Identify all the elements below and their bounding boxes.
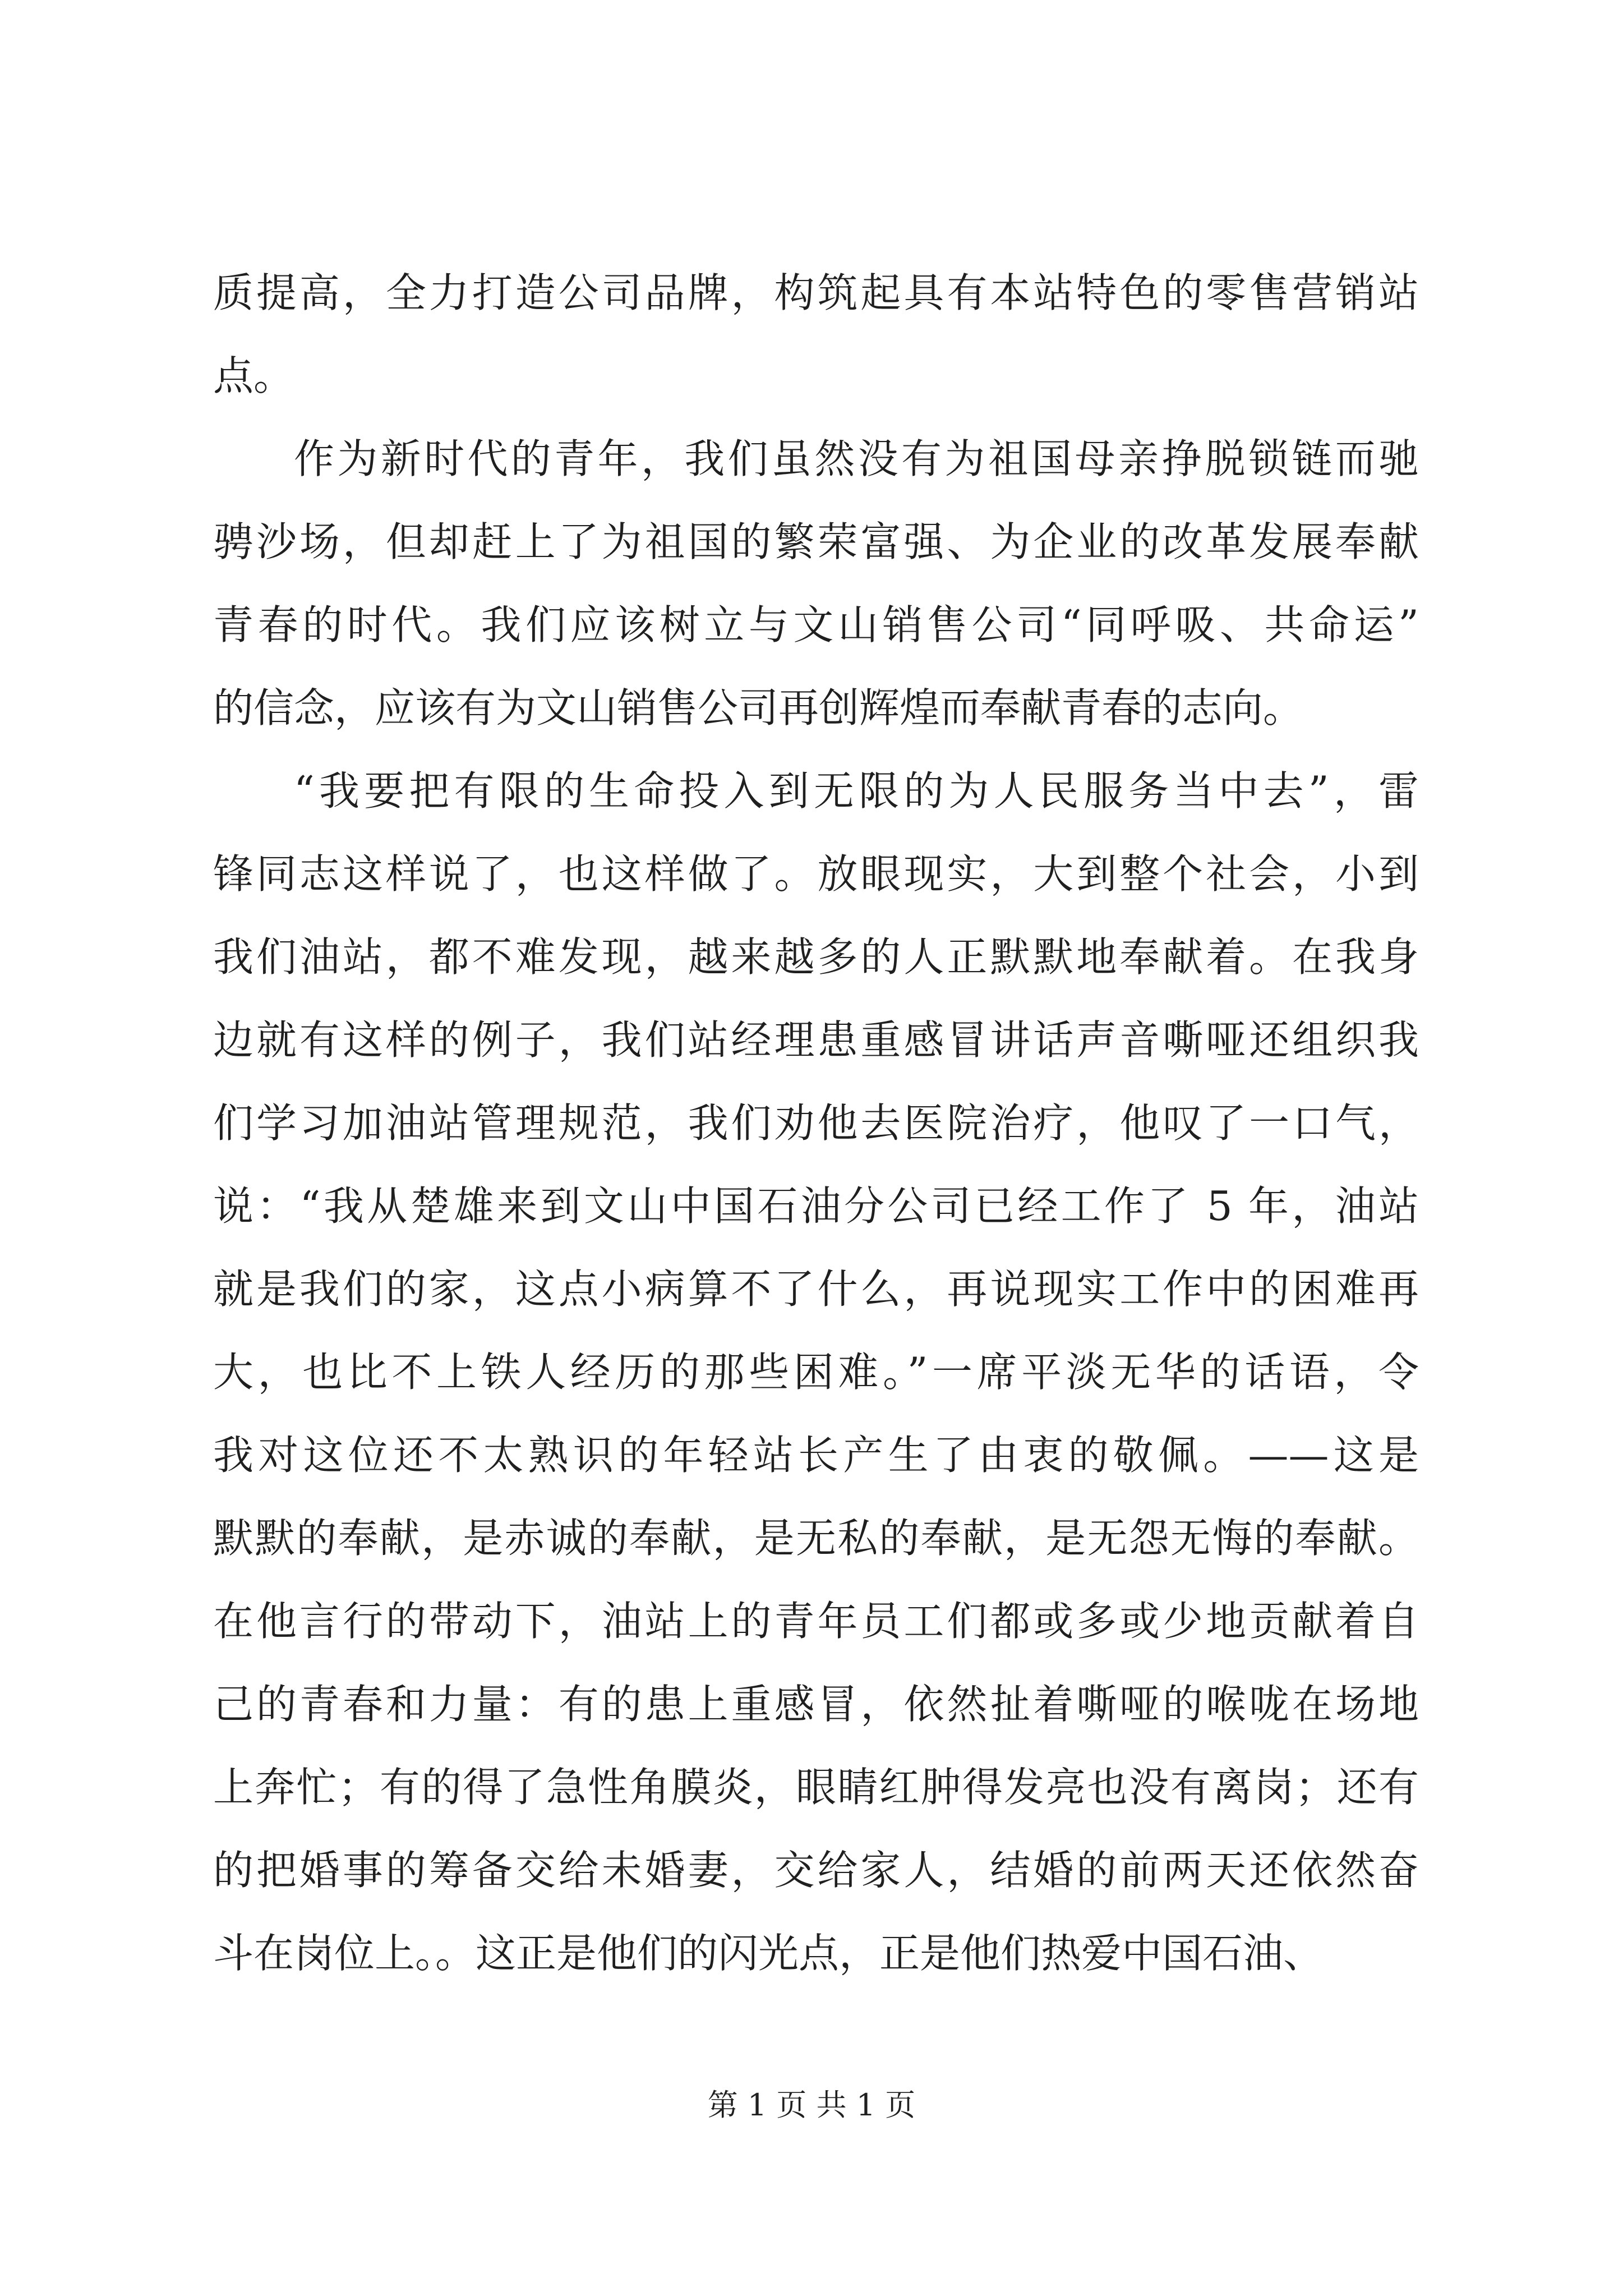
paragraph-line: 们学习加油站管理规范，我们劝他去医院治疗，他叹了一口气，	[213, 1099, 1419, 1147]
paragraph-line: 在他言行的带动下，油站上的青年员工们都或多或少地贡献着自	[213, 1598, 1419, 1645]
paragraph-line: 锋同志这样说了，也这样做了。放眼现实，大到整个社会，小到	[213, 850, 1419, 898]
paragraph-line: 斗在岗位上。。这正是他们的闪光点，正是他们热爱中国石油、	[213, 1930, 1324, 1977]
paragraph-line: 的把婚事的筹备交给未婚妻，交给家人，结婚的前两天还依然奋	[213, 1847, 1419, 1894]
paragraph-line: 大，也比不上铁人经历的那些困难。”一席平淡无华的话语，令	[213, 1349, 1419, 1396]
paragraph-line: 青春的时代。我们应该树立与文山销售公司“同呼吸、共命运”	[213, 601, 1419, 648]
page-footer: 第 1 页 共 1 页	[707, 2087, 916, 2123]
paragraph-line: 骋沙场，但却赶上了为祖国的繁荣富强、为企业的改革发展奉献	[213, 518, 1419, 565]
paragraph-line: “我要把有限的生命投入到无限的为人民服务当中去”，雷	[294, 767, 1419, 815]
paragraph-line: 上奔忙；有的得了急性角膜炎，眼睛红肿得发亮也没有离岗；还有	[213, 1764, 1419, 1811]
paragraph-line: 质提高，全力打造公司品牌，构筑起具有本站特色的零售营销站	[213, 269, 1419, 316]
paragraph-line: 我们油站，都不难发现，越来越多的人正默默地奉献着。在我身	[213, 933, 1419, 981]
paragraph-line: 说：“我从楚雄来到文山中国石油分公司已经工作了 5 年，油站	[213, 1182, 1419, 1230]
paragraph-line: 己的青春和力量：有的患上重感冒，依然扯着嘶哑的喉咙在场地	[213, 1681, 1419, 1728]
paragraph-line: 我对这位还不太熟识的年轻站长产生了由衷的敬佩。——这是	[213, 1432, 1419, 1479]
paragraph-line: 边就有这样的例子，我们站经理患重感冒讲话声音嘶哑还组织我	[213, 1016, 1419, 1064]
paragraph-line: 默默的奉献，是赤诚的奉献，是无私的奉献，是无怨无悔的奉献。	[213, 1515, 1419, 1562]
paragraph-line: 点。	[213, 352, 294, 399]
paragraph-line: 作为新时代的青年，我们虽然没有为祖国母亲挣脱锁链而驰	[294, 435, 1419, 482]
paragraph-line: 的信念，应该有为文山销售公司再创辉煌而奉献青春的志向。	[213, 684, 1304, 731]
paragraph-line: 就是我们的家，这点小病算不了什么，再说现实工作中的困难再	[213, 1266, 1419, 1313]
document-body	[213, 251, 1419, 1995]
